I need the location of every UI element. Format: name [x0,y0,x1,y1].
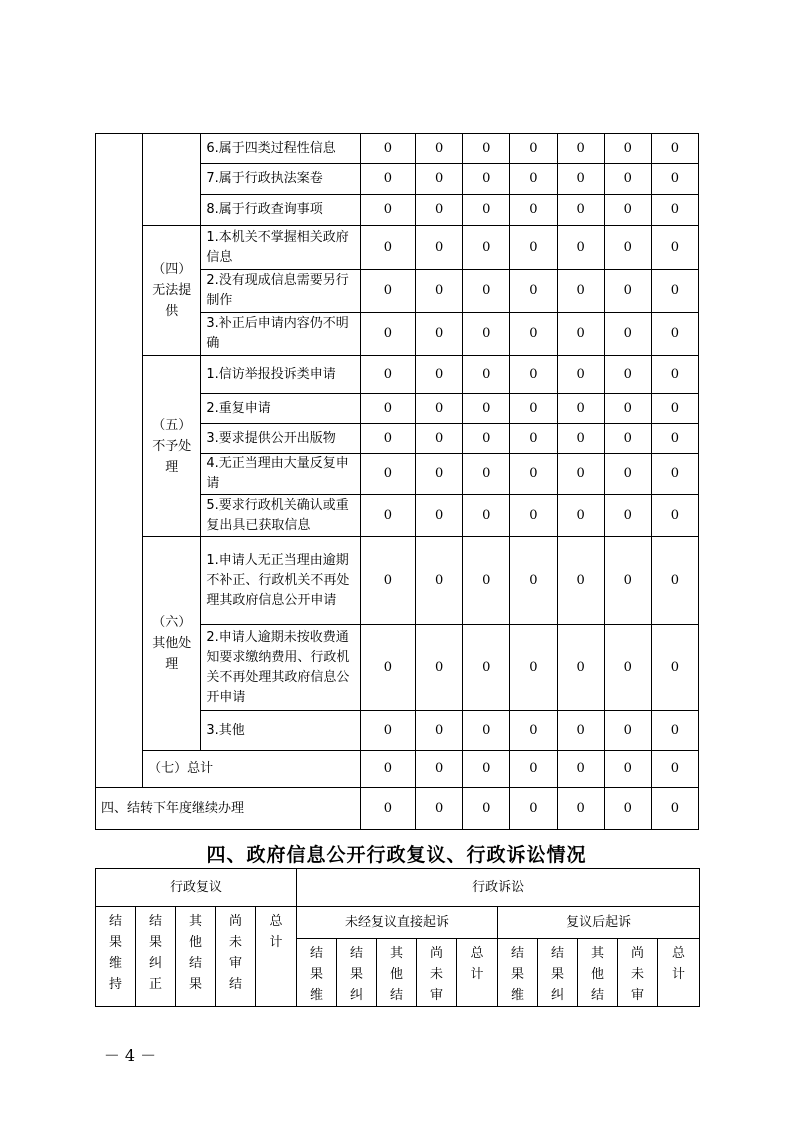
value-cell: 0 [604,356,651,394]
review-col-pending-label: 尚未审结 [228,914,242,992]
value-cell: 0 [604,226,651,270]
value-cell: 0 [604,495,651,537]
value-cell: 0 [510,424,557,454]
outer-category-cell [96,134,143,788]
value-cell: 0 [463,537,510,625]
value-cell: 0 [360,164,415,195]
value-cell: 0 [416,164,463,195]
value-cell: 0 [604,424,651,454]
after-col-other-label: 其他结 [591,946,605,1003]
value-cell: 0 [651,751,698,788]
value-cell: 0 [557,537,604,625]
value-cell: 0 [604,788,651,830]
cat5-category-label: （五）不予处理 [152,417,192,475]
review-col-maintained-label: 结果维持 [108,914,122,992]
value-cell: 0 [651,164,698,195]
value-cell: 0 [510,195,557,226]
value-cell: 0 [557,711,604,751]
direct-col-corrected [337,939,377,1007]
value-cell: 0 [416,134,463,164]
value-cell: 0 [557,195,604,226]
review-litigation-table [95,868,700,1007]
value-cell: 0 [557,625,604,711]
row-label: 1.信访举报投诉类申请 [201,356,361,394]
review-col-total-label: 总计 [269,914,283,950]
cat4-category-label: （四）无法提供 [152,262,192,319]
value-cell: 0 [416,356,463,394]
value-cell: 0 [416,495,463,537]
after-col-corrected-label: 结果纠 [551,946,565,1003]
value-cell: 0 [557,788,604,830]
value-cell: 0 [604,711,651,751]
application-handling-table [95,133,699,830]
after-col-corrected [538,939,578,1007]
value-cell: 0 [651,134,698,164]
direct-col-other [377,939,417,1007]
header-admin-review: 行政复议 [96,869,297,907]
value-cell: 0 [651,788,698,830]
value-cell: 0 [463,711,510,751]
value-cell: 0 [360,270,415,313]
value-cell: 0 [557,270,604,313]
value-cell: 0 [416,195,463,226]
direct-col-total-label: 总计 [470,946,484,982]
review-col-maintained [96,907,136,1007]
value-cell: 0 [651,195,698,226]
value-cell: 0 [463,495,510,537]
value-cell: 0 [604,134,651,164]
value-cell: 0 [510,788,557,830]
after-col-total-label: 总计 [672,946,686,982]
review-col-other [176,907,216,1007]
value-cell: 0 [510,454,557,495]
value-cell: 0 [463,625,510,711]
review-col-pending [216,907,256,1007]
value-cell: 0 [463,134,510,164]
table-row [96,134,699,164]
value-cell: 0 [463,788,510,830]
value-cell: 0 [651,625,698,711]
value-cell: 0 [463,313,510,356]
row-label: 1.申请人无正当理由逾期不补正、行政机关不再处理其政府信息公开申请 [201,537,361,625]
value-cell: 0 [416,394,463,424]
value-cell: 0 [557,454,604,495]
value-cell: 0 [604,537,651,625]
value-cell: 0 [510,270,557,313]
value-cell: 0 [510,711,557,751]
cat4-category-cell [143,226,201,356]
value-cell: 0 [604,270,651,313]
page-number: － 4 － [103,1046,157,1065]
value-cell: 0 [463,356,510,394]
direct-col-maintained-label: 结果维 [310,946,324,1003]
value-cell: 0 [604,313,651,356]
value-cell: 0 [651,270,698,313]
value-cell: 0 [604,625,651,711]
value-cell: 0 [416,788,463,830]
section-title: 四、政府信息公开行政复议、行政诉讼情况 [206,844,587,866]
value-cell: 0 [510,164,557,195]
value-cell: 0 [510,226,557,270]
review-col-total [256,907,297,1007]
value-cell: 0 [604,454,651,495]
row-label: 2.重复申请 [201,394,361,424]
cat6-category-label: （六）其他处理 [152,615,192,672]
value-cell: 0 [360,313,415,356]
value-cell: 0 [416,537,463,625]
value-cell: 0 [651,313,698,356]
direct-col-maintained [297,939,337,1007]
value-cell: 0 [416,313,463,356]
table-row [96,356,699,394]
direct-col-other-label: 其他结 [390,946,404,1003]
carry-over-row [96,788,699,830]
row-label: 3.其他 [201,711,361,751]
row-label: 4.无正当理由大量反复申请 [201,454,361,495]
row-label: 2.申请人逾期未按收费通知要求缴纳费用、行政机关不再处理其政府信息公开申请 [201,625,361,711]
value-cell: 0 [463,226,510,270]
direct-col-total [457,939,498,1007]
after-col-maintained [498,939,538,1007]
after-col-other [578,939,618,1007]
value-cell: 0 [360,134,415,164]
value-cell: 0 [651,537,698,625]
value-cell: 0 [510,495,557,537]
value-cell: 0 [416,751,463,788]
value-cell: 0 [360,711,415,751]
row-label: 5.要求行政机关确认或重复出具已获取信息 [201,495,361,537]
row-label: 2.没有现成信息需要另行制作 [201,270,361,313]
value-cell: 0 [463,424,510,454]
total-label: （七）总计 [143,751,361,788]
carry-over-label: 四、结转下年度继续办理 [96,788,361,830]
table-row [96,226,699,270]
value-cell: 0 [360,195,415,226]
value-cell: 0 [463,164,510,195]
value-cell: 0 [510,751,557,788]
value-cell: 0 [557,356,604,394]
after-col-total [658,939,700,1007]
value-cell: 0 [360,537,415,625]
after-col-maintained-label: 结果维 [511,946,525,1003]
row-label: 8.属于行政查询事项 [201,195,361,226]
value-cell: 0 [510,356,557,394]
value-cell: 0 [360,751,415,788]
after-col-pending [618,939,658,1007]
value-cell: 0 [463,270,510,313]
value-cell: 0 [463,195,510,226]
value-cell: 0 [416,226,463,270]
value-cell: 0 [360,454,415,495]
value-cell: 0 [463,751,510,788]
value-cell: 0 [510,394,557,424]
review-col-other-label: 其他结果 [188,914,202,992]
row-label: 7.属于行政执法案卷 [201,164,361,195]
direct-col-pending [417,939,457,1007]
value-cell: 0 [557,495,604,537]
direct-col-pending-label: 尚未审 [430,946,444,1003]
row-label: 3.要求提供公开出版物 [201,424,361,454]
value-cell: 0 [604,164,651,195]
value-cell: 0 [416,625,463,711]
value-cell: 0 [651,424,698,454]
after-col-pending-label: 尚未审 [631,946,645,1003]
value-cell: 0 [651,711,698,751]
value-cell: 0 [463,394,510,424]
header-direct-suit: 未经复议直接起诉 [297,907,498,939]
value-cell: 0 [360,625,415,711]
value-cell: 0 [360,394,415,424]
table-row [96,537,699,625]
value-cell: 0 [416,454,463,495]
value-cell: 0 [651,394,698,424]
review-col-corrected [136,907,176,1007]
value-cell: 0 [360,495,415,537]
review-col-corrected-label: 结果纠正 [148,914,162,992]
value-cell: 0 [651,454,698,495]
value-cell: 0 [360,788,415,830]
value-cell: 0 [463,454,510,495]
cat5-category-cell [143,356,201,537]
value-cell: 0 [651,495,698,537]
value-cell: 0 [557,424,604,454]
value-cell: 0 [651,226,698,270]
value-cell: 0 [557,134,604,164]
value-cell: 0 [604,195,651,226]
direct-col-corrected-label: 结果纠 [350,946,364,1003]
row-label: 6.属于四类过程性信息 [201,134,361,164]
header-admin-litigation: 行政诉讼 [297,869,700,907]
category-3-cell [143,134,201,226]
value-cell: 0 [604,394,651,424]
value-cell: 0 [510,625,557,711]
value-cell: 0 [416,270,463,313]
value-cell: 0 [510,537,557,625]
value-cell: 0 [557,164,604,195]
row-label: 3.补正后申请内容仍不明确 [201,313,361,356]
value-cell: 0 [360,424,415,454]
value-cell: 0 [604,751,651,788]
value-cell: 0 [557,313,604,356]
value-cell: 0 [557,751,604,788]
value-cell: 0 [360,226,415,270]
cat6-category-cell [143,537,201,751]
value-cell: 0 [416,424,463,454]
value-cell: 0 [510,313,557,356]
row-label: 1.本机关不掌握相关政府信息 [201,226,361,270]
value-cell: 0 [557,394,604,424]
value-cell: 0 [651,356,698,394]
value-cell: 0 [416,711,463,751]
value-cell: 0 [557,226,604,270]
value-cell: 0 [510,134,557,164]
total-row [96,751,699,788]
header-after-review-suit: 复议后起诉 [498,907,700,939]
value-cell: 0 [360,356,415,394]
